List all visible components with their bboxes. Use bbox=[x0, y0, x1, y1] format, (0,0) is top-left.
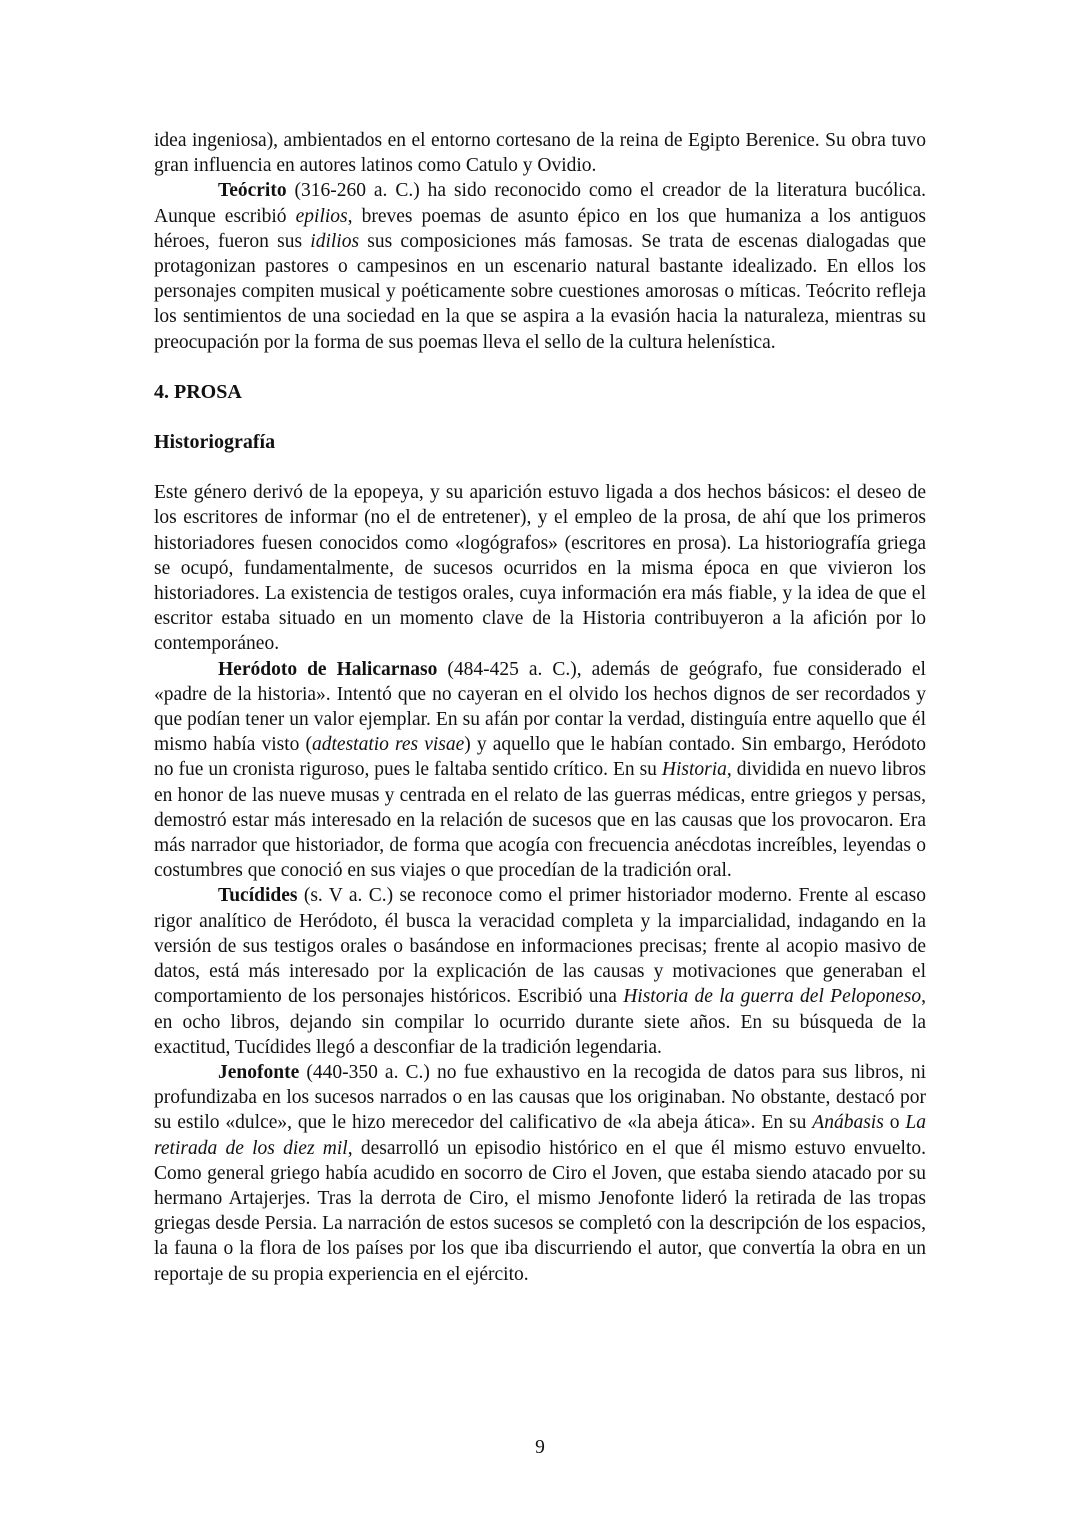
teocrito-paragraph bbox=[154, 178, 926, 354]
page-number: 9 bbox=[535, 1437, 545, 1458]
teocrito-text-2: , breves poemas de asunto épico en los que humaniza a los antiguos héroes, fueron sus bbox=[154, 205, 926, 252]
herodoto-text-2: ) y aquello que le habían contado. Sin embargo, Heródoto no fue un cronista riguroso, pues le faltaba sentido crítico. En su bbox=[154, 734, 926, 781]
historiografia-intro-paragraph bbox=[154, 480, 926, 656]
tucidides-name: Tucídides bbox=[218, 885, 298, 907]
jenofonte-work-title-2: La retirada de los diez mil bbox=[154, 1112, 927, 1159]
herodoto-latin-phrase: adtestatio res visae bbox=[312, 734, 465, 756]
section-heading: 4. PROSA bbox=[154, 380, 242, 403]
jenofonte-work-title-1: Anábasis bbox=[812, 1112, 884, 1134]
tucidides-work-title: Historia de la guerra del Peloponeso bbox=[623, 986, 922, 1008]
teocrito-idilios: idilios bbox=[310, 230, 360, 252]
jenofonte-text-3: , desarrolló un episodio histórico en el que él mismo estuvo envuelto. Como general griego había acudido en socorro de Ciro el Joven, que estaba siendo atacado por su hermano Artajerjes. Tras la derrota de Ciro, el mismo Jenofonte lideró la retirada de las tropas griegas desde Persia. La narración de estos sucesos se completó con la descripción de los espacios, la fauna o la flora de los países por los que iba discurriendo el autor, que convertía la obra en un reportaje de su propia experiencia en el ejército. bbox=[154, 1137, 926, 1285]
historiografia-intro-text: Este género derivó de la epopeya, y su aparición estuvo ligada a dos hechos básicos: el deseo de los escritores de informar (no el de entretener), y el empleo de la prosa, de ahí que los primeros historiadores fuesen conocidos como «logógrafos» (escritores en prosa). La historiografía griega se ocupó, fundamentalmente, de sucesos ocurridos en la misma época en que vivieron los historiadores. La existencia de testigos orales, cuya información era más fiable, y la idea de que el escritor estaba situado en un momento clave de la Historia contribuyeron a la afición por lo contemporáneo. bbox=[154, 482, 926, 655]
herodoto-paragraph bbox=[154, 657, 926, 884]
subsection-heading: Historiografía bbox=[154, 431, 276, 454]
teocrito-text-1: (316-260 a. C.) ha sido reconocido como el creador de la literatura bucólica. Aunque escribió bbox=[154, 180, 926, 227]
teocrito-text-3: sus composiciones más famosas. Se trata de escenas dialogadas que protagonizan pastores o campesinos en un escenario natural bastante idealizado. En ellos los personajes compiten musical y poéticamente sobre cuestiones amorosas o míticas. Teócrito refleja los sentimientos de una sociedad en la que se aspira a la evasión hacia la naturaleza, mientras su preocupación por la forma de sus poemas lleva el sello de la cultura helenística. bbox=[154, 230, 926, 353]
herodoto-work-title: Historia bbox=[661, 759, 727, 781]
teocrito-name: Teócrito bbox=[218, 180, 287, 202]
intro-paragraph bbox=[154, 128, 926, 178]
tucidides-text-1: (s. V a. C.) se reconoce como el primer historiador moderno. Frente al escaso rigor analítico de Heródoto, él busca la veracidad completa y la imparcialidad, indagando en la versión de sus testigos orales o basándose en informaciones precisas; frente al acopio masivo de datos, está más interesado por la explicación de las causas y motivaciones que generaban el comportamiento de los personajes históricos. Escribió una bbox=[154, 885, 926, 1008]
herodoto-text-3: , dividida en nuevo libros en honor de las nueve musas y centrada en el relato de las guerras médicas, entre griegos y persas, demostró estar más interesado en la relación de sucesos que en las causas que los provocaron. Era más narrador que historiador, de forma que acogía con frecuencia anécdotas increíbles, leyendas o costumbres que conoció en sus viajes o que procedían de la tradición oral. bbox=[154, 759, 926, 882]
teocrito-epilios: epilios bbox=[295, 205, 348, 227]
jenofonte-name: Jenofonte bbox=[218, 1061, 300, 1083]
jenofonte-text-2: o bbox=[883, 1112, 906, 1134]
herodoto-name: Heródoto de Halicarnaso bbox=[218, 658, 438, 680]
page-content bbox=[154, 128, 926, 1287]
herodoto-text-1: (484-425 a. C.), además de geógrafo, fue considerado el «padre de la historia». Intentó que no cayeran en el olvido los hechos dignos de ser recordados y que podían tener un valor ejemplar. En su afán por contar la verdad, distinguía entre aquello que él mismo había visto ( bbox=[154, 658, 926, 756]
jenofonte-text-1: (440-350 a. C.) no fue exhaustivo en la recogida de datos para sus libros, ni profundizaba en los sucesos narrados o en las causas que los originaban. No obstante, destacó por su estilo «dulce», que le hizo merecedor del calificativo de «la abeja ática». En su bbox=[154, 1061, 926, 1134]
intro-text: idea ingeniosa), ambientados en el entorno cortesano de la reina de Egipto Berenice. Su obra tuvo gran influencia en autores latinos como Catulo y Ovidio. bbox=[154, 130, 926, 177]
tucidides-paragraph bbox=[154, 883, 926, 1059]
tucidides-text-2: , en ocho libros, dejando sin compilar lo ocurrido durante siete años. En su búsqueda de la exactitud, Tucídides llegó a desconfiar de la tradición legendaria. bbox=[154, 986, 927, 1058]
jenofonte-paragraph bbox=[154, 1060, 926, 1287]
